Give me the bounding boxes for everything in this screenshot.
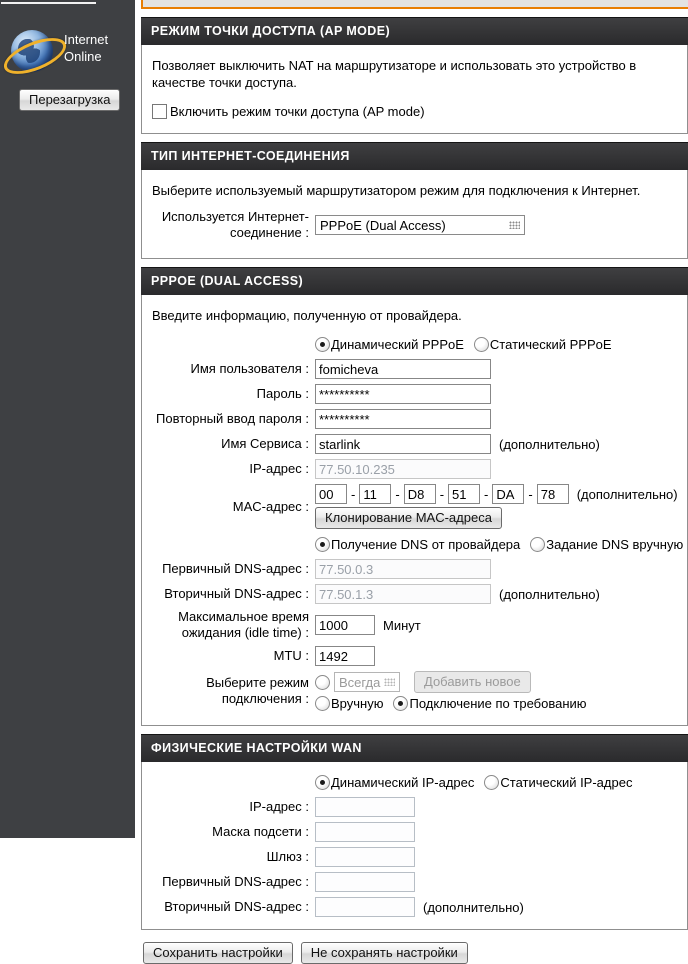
footer-actions	[143, 942, 688, 964]
radio-dynamic-ip-label: Динамический IP-адрес	[331, 774, 475, 790]
reboot-button[interactable]: Перезагрузка	[19, 89, 120, 111]
radio-dynamic-ip-control[interactable]	[315, 775, 330, 790]
primary-dns-input	[315, 559, 491, 579]
mac-dash: -	[484, 486, 489, 502]
secondary-dns-input	[315, 584, 491, 604]
sidebar-divider	[1, 2, 96, 4]
mtu-input[interactable]	[315, 646, 375, 666]
mac-address-label: MAC-адрес :	[232, 498, 309, 514]
mac-octet-3[interactable]	[404, 484, 436, 504]
ap-mode-description: Позволяет выключить NAT на маршрутизаторе и использовать это устройство в качестве точки доступа.	[152, 58, 637, 90]
mac-dash: -	[351, 486, 356, 502]
wan-secondary-dns-input[interactable]	[315, 897, 415, 917]
idle-time-label: Максимальное время ожидания (idle time) :	[178, 609, 309, 640]
mac-octet-4[interactable]	[448, 484, 480, 504]
sidebar	[0, 0, 135, 838]
radio-manual-connect-label: Вручную	[331, 696, 384, 711]
wan-ip-input[interactable]	[315, 797, 415, 817]
radio-dns-provider-control[interactable]	[315, 537, 330, 552]
mac-dash: -	[395, 486, 400, 502]
radio-static-pppoe[interactable]	[474, 337, 612, 352]
mac-dash: -	[439, 486, 445, 502]
retype-password-label: Повторный ввод пароля :	[156, 411, 309, 426]
idle-time-input[interactable]	[315, 615, 375, 635]
clone-mac-button[interactable]: Клонирование MAC-адреса	[315, 507, 502, 529]
section-connection-type-title: ТИП ИНТЕРНЕТ-СОЕДИНЕНИЯ	[141, 142, 688, 170]
mtu-label: MTU :	[273, 648, 309, 663]
radio-static-pppoe-label: Статический PPPoE	[489, 336, 612, 352]
main-content	[141, 0, 688, 964]
mac-octet-2[interactable]	[359, 484, 391, 504]
section-ap-mode	[141, 17, 688, 134]
radio-manual-connect-control[interactable]	[315, 696, 330, 711]
section-pppoe-title: PPPOE (DUAL ACCESS)	[141, 267, 688, 295]
radio-dns-manual-control[interactable]	[530, 537, 545, 552]
service-name-input[interactable]	[315, 434, 491, 454]
username-label: Имя пользователя :	[190, 361, 309, 376]
primary-dns-label: Первичный DNS-адрес :	[162, 561, 309, 576]
always-select-value: Всегда	[339, 674, 381, 690]
section-wan-physical	[141, 734, 688, 930]
section-pppoe	[141, 267, 688, 726]
save-settings-button[interactable]: Сохранить настройки	[143, 942, 293, 964]
section-ap-mode-title: РЕЖИМ ТОЧКИ ДОСТУПА (AP MODE)	[141, 17, 688, 45]
section-connection-type	[141, 142, 688, 259]
radio-on-demand-label: Подключение по требованию	[409, 696, 587, 711]
password-input[interactable]	[315, 384, 491, 404]
username-input[interactable]	[315, 359, 491, 379]
wan-secondary-dns-note: (дополнительно)	[423, 899, 524, 915]
ap-mode-checkbox-label: Включить режим точки доступа (AP mode)	[170, 103, 425, 119]
retype-password-input[interactable]	[315, 409, 491, 429]
service-name-note: (дополнительно)	[499, 436, 600, 452]
mac-octet-5[interactable]	[492, 484, 524, 504]
mac-octet-6[interactable]	[537, 484, 569, 504]
secondary-dns-note: (дополнительно)	[499, 586, 600, 602]
add-new-button: Добавить новое	[414, 671, 531, 693]
wan-mask-label: Маска подсети :	[212, 824, 309, 839]
ap-mode-checkbox[interactable]	[152, 104, 167, 119]
mac-octet-1[interactable]	[315, 484, 347, 504]
internet-connection-label: Используется Интернет-соединение :	[161, 209, 309, 240]
radio-dns-provider-label: Получение DNS от провайдера	[331, 536, 521, 552]
select-grip-icon	[384, 678, 395, 686]
wan-primary-dns-input[interactable]	[315, 872, 415, 892]
radio-dns-manual-label: Задание DNS вручную	[546, 536, 684, 552]
radio-static-ip-control[interactable]	[484, 775, 499, 790]
pppoe-description: Введите информацию, полученную от провайдера.	[152, 308, 462, 323]
wan-mask-input[interactable]	[315, 822, 415, 842]
wan-gateway-input[interactable]	[315, 847, 415, 867]
wan-gateway-label: Шлюз :	[266, 849, 309, 864]
internet-connection-select[interactable]	[315, 215, 525, 235]
secondary-dns-label: Вторичный DNS-адрес :	[164, 586, 309, 601]
wan-ip-label: IP-адрес :	[249, 799, 309, 814]
top-tab-strip	[141, 0, 688, 9]
radio-static-ip-label: Статический IP-адрес	[500, 774, 633, 790]
service-name-label: Имя Сервиса :	[221, 436, 309, 451]
radio-on-demand-control[interactable]	[393, 696, 408, 711]
radio-on-demand[interactable]	[393, 696, 586, 711]
internet-status-label	[64, 31, 108, 65]
radio-manual-connect[interactable]	[315, 696, 383, 711]
radio-dynamic-pppoe-label: Динамический PPPoE	[331, 336, 464, 352]
password-label: Пароль :	[256, 386, 309, 401]
radio-static-pppoe-control[interactable]	[474, 337, 489, 352]
pppoe-ip-input	[315, 459, 491, 479]
wan-secondary-dns-label: Вторичный DNS-адрес :	[164, 899, 309, 914]
section-wan-physical-title: ФИЗИЧЕСКИЕ НАСТРОЙКИ WAN	[141, 734, 688, 762]
mac-address-note: (дополнительно)	[576, 486, 678, 502]
idle-time-suffix: Минут	[383, 617, 421, 633]
discard-settings-button[interactable]: Не сохранять настройки	[301, 942, 468, 964]
internet-connection-select-value: PPPoE (Dual Access)	[320, 217, 446, 233]
pppoe-ip-label: IP-адрес :	[249, 461, 309, 476]
internet-status-line2: Online	[64, 49, 102, 64]
wan-primary-dns-label: Первичный DNS-адрес :	[162, 874, 309, 889]
internet-status-icon	[6, 26, 58, 78]
radio-dynamic-pppoe[interactable]	[315, 337, 464, 352]
radio-always-control[interactable]	[315, 675, 330, 690]
radio-dynamic-ip[interactable]	[315, 775, 474, 790]
always-select	[334, 672, 400, 692]
radio-dns-provider[interactable]	[315, 537, 520, 552]
radio-dns-manual[interactable]	[530, 537, 683, 552]
connection-type-description: Выберите используемый маршрутизатором режим для подключения к Интернет.	[152, 183, 641, 198]
internet-status-line1: Internet	[64, 32, 109, 47]
radio-dynamic-pppoe-control[interactable]	[315, 337, 330, 352]
radio-static-ip[interactable]	[484, 775, 632, 790]
connect-mode-label: Выберите режим подключения :	[206, 675, 309, 706]
mac-dash: -	[528, 486, 533, 502]
select-grip-icon	[509, 221, 520, 229]
